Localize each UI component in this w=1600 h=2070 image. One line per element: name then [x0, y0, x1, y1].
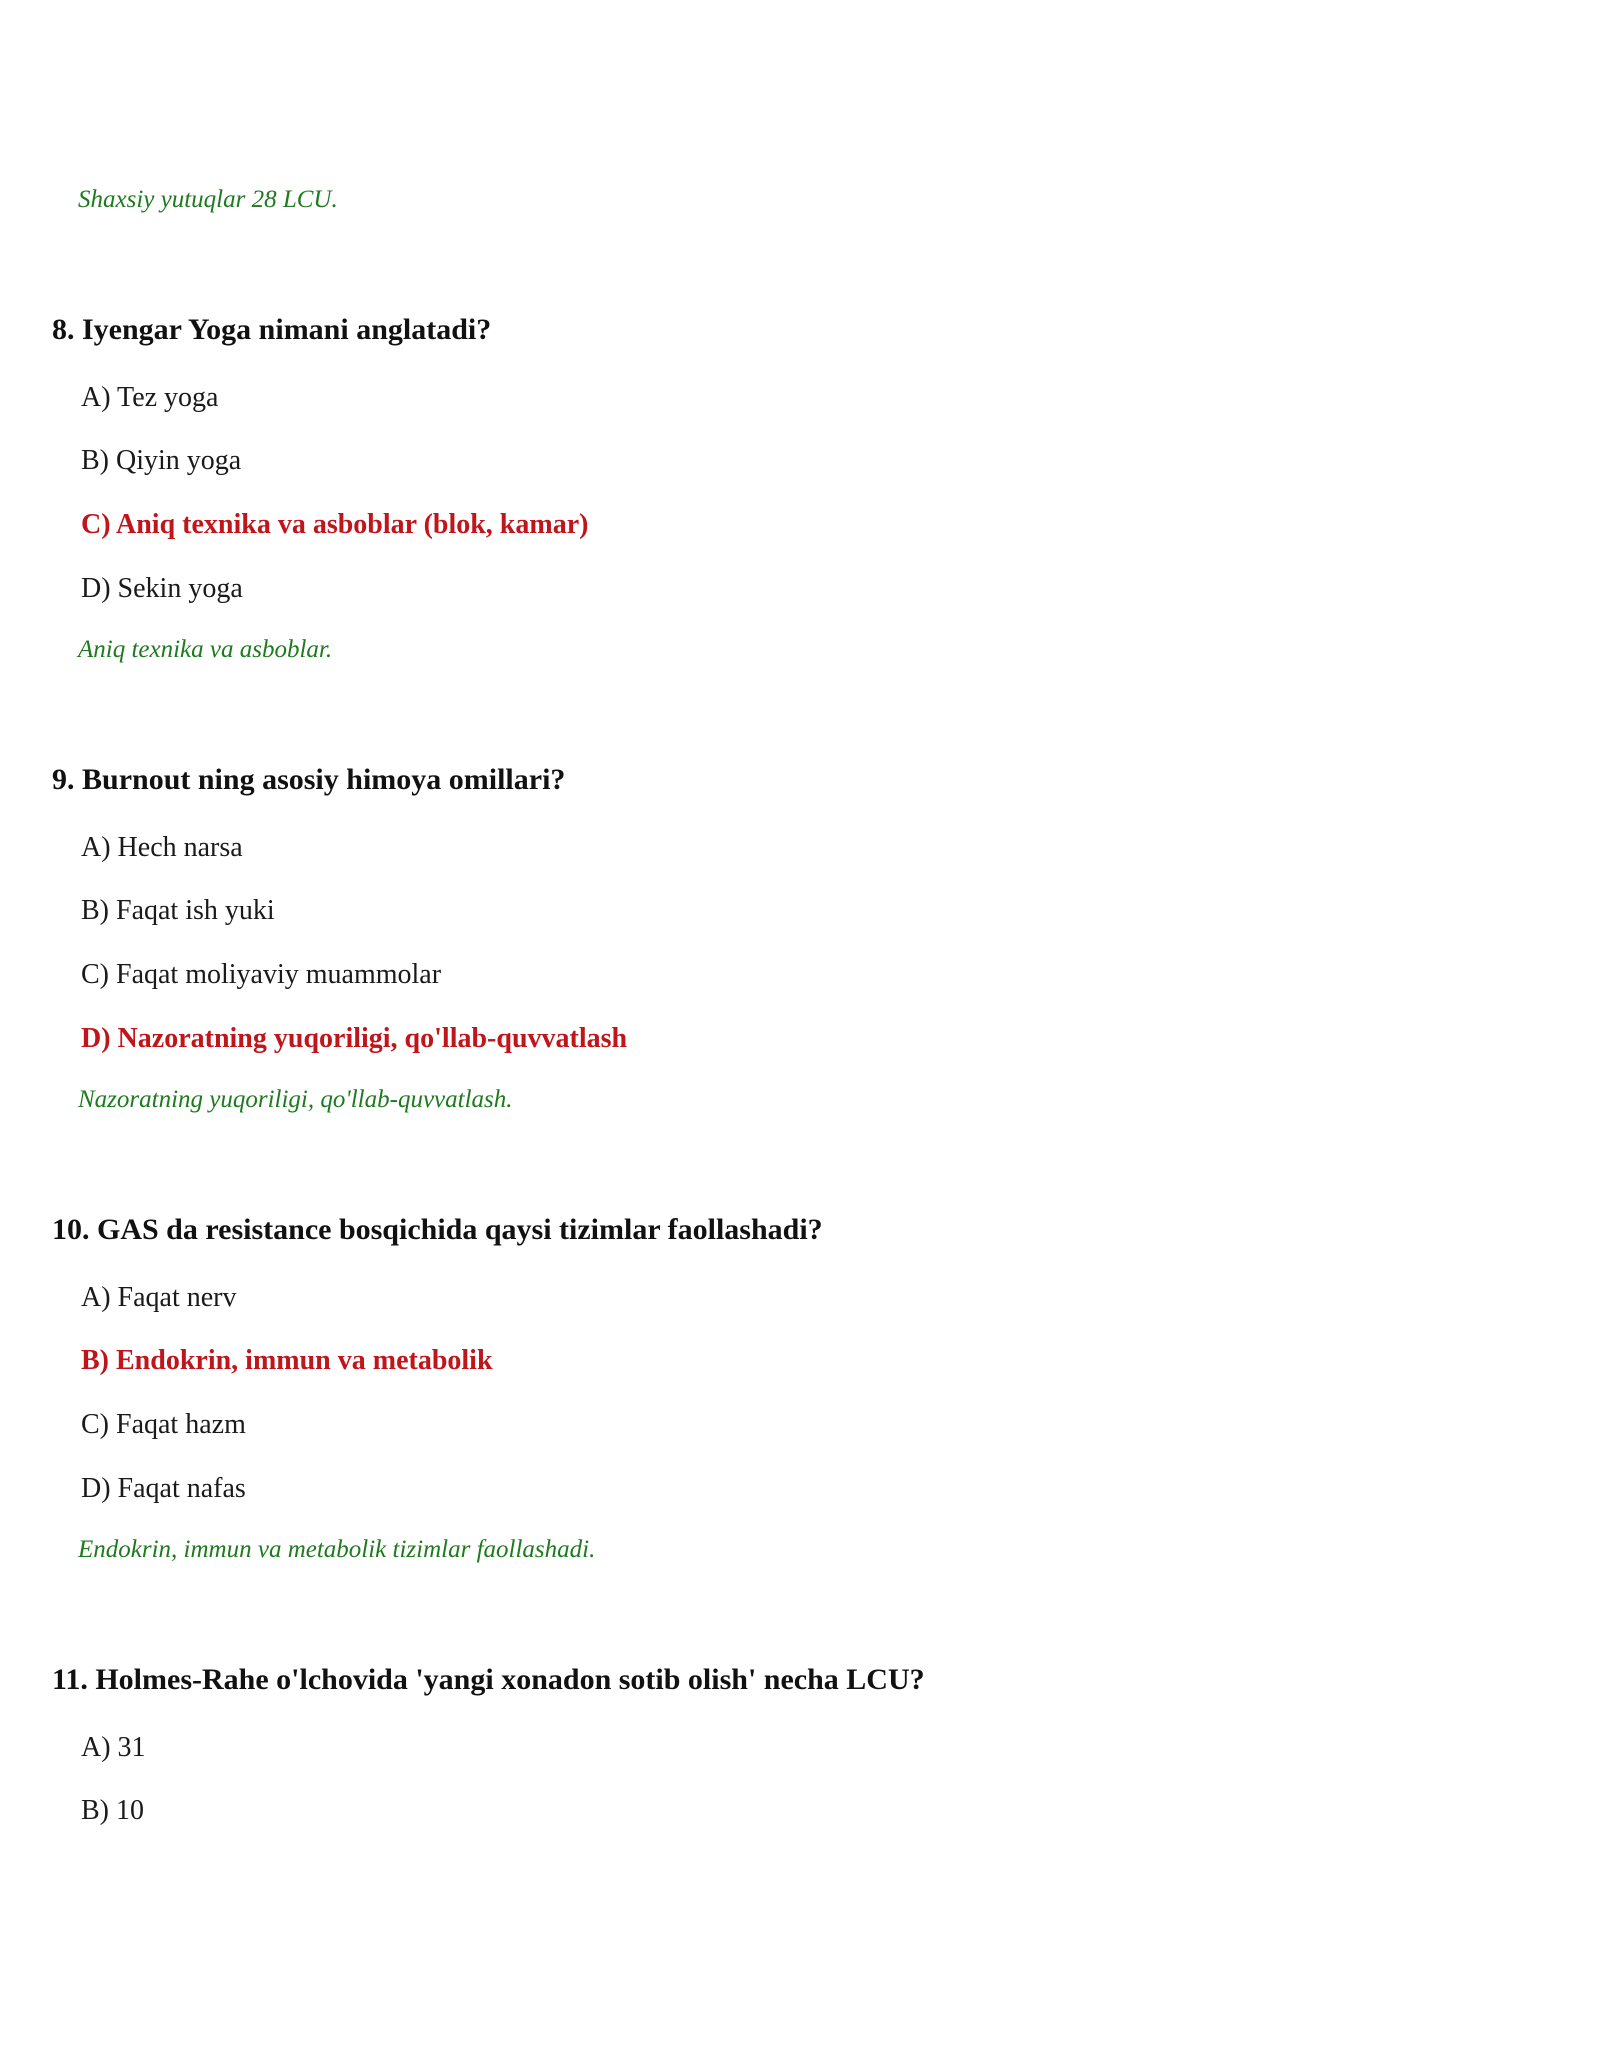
- question-title: 8. Iyengar Yoga nimani anglatadi?: [52, 313, 492, 346]
- option-b: B) Faqat ish yuki: [81, 895, 275, 926]
- option-b-correct: B) Endokrin, immun va metabolik: [81, 1345, 493, 1376]
- explanation-text: Endokrin, immun va metabolik tizimlar faollashadi.: [78, 1536, 596, 1563]
- option-d: D) Faqat nafas: [81, 1473, 246, 1504]
- option-b: B) 10: [81, 1795, 144, 1826]
- option-a: A) Tez yoga: [81, 382, 219, 413]
- option-a: A) 31: [81, 1732, 146, 1763]
- option-d-correct: D) Nazoratning yuqoriligi, qo'llab-quvvatlash: [81, 1023, 628, 1054]
- option-c: C) Faqat moliyaviy muammolar: [81, 959, 442, 990]
- option-b: B) Qiyin yoga: [81, 445, 242, 476]
- explanation-text: Aniq texnika va asboblar.: [78, 636, 333, 663]
- question-title: 11. Holmes-Rahe o'lchovida 'yangi xonadon sotib olish' necha LCU?: [52, 1663, 925, 1696]
- question-title: 9. Burnout ning asosiy himoya omillari?: [52, 763, 566, 796]
- option-d: D) Sekin yoga: [81, 573, 243, 604]
- option-a: A) Hech narsa: [81, 832, 243, 863]
- option-a: A) Faqat nerv: [81, 1282, 237, 1313]
- option-c: C) Faqat hazm: [81, 1409, 246, 1440]
- option-c-correct: C) Aniq texnika va asboblar (blok, kamar): [81, 509, 589, 540]
- question-title: 10. GAS da resistance bosqichida qaysi tizimlar faollashadi?: [52, 1213, 823, 1246]
- explanation-text: Nazoratning yuqoriligi, qo'llab-quvvatlash.: [78, 1086, 513, 1113]
- explanation-text: Shaxsiy yutuqlar 28 LCU.: [78, 186, 338, 213]
